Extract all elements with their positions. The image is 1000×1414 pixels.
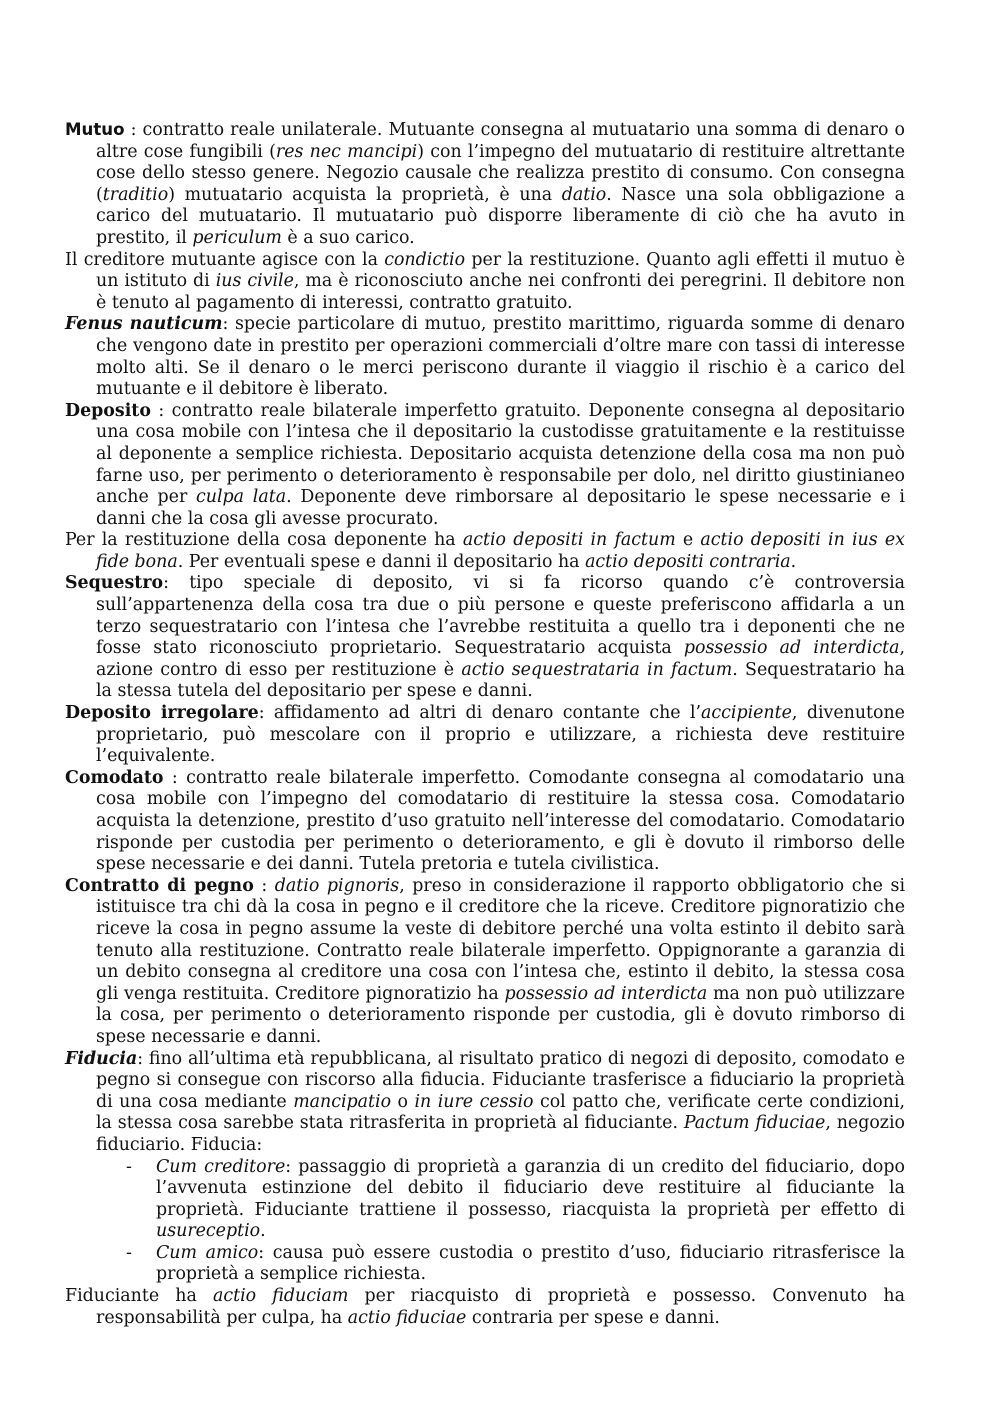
text-run: ma non può utilizzare la cosa, per perimento o deterioramento risponde per custodia, gli è dovuto rimborso di spese necessarie e danni. [96, 983, 905, 1047]
text-run: , preso in considerazione il rapporto obbligatorio che si istituisce tra chi dà la cosa in pegno e il creditore che la riceve. Creditore pignoratizio che riceve la cosa in pegno assume la veste di debitore perché una volta estinto il debito sarà tenuto alla restituzione. Contratto reale bilaterale imperfetto. Oppignorante a garanzia di un debito consegna al creditore una cosa con l’intesa che, estinto il debito, la stessa cosa gli venga restituita. Creditore pignoratizio ha [96, 875, 906, 1004]
text-run: . Per eventuali spese e danni il depositario ha [177, 551, 586, 572]
text-run: . [790, 551, 797, 572]
text-run: . Sequestratario ha la stessa tutela del depositario per spese e danni. [96, 659, 905, 702]
text-run: Fiduciante ha [65, 1286, 213, 1307]
text-run: ) mutuatario acquista la proprietà, è una [168, 184, 562, 205]
text-run: ) con l’impegno del mutuatario di restituire altrettante cose dello stesso genere. Negozio causale che realizza prestito di consumo. Con consegna ( [96, 141, 906, 205]
list-item-text [156, 1243, 905, 1285]
text-run: . [260, 1221, 266, 1242]
text-run: , negozio fiduciario. Fiducia: [96, 1113, 905, 1155]
paragraph-sequestro [65, 573, 905, 703]
text-run: : contratto reale bilaterale imperfetto. Comodante consegna al comodatario una cosa mobile con l’impegno del comodatario di restituire la stessa cosa. Comodatario acquista la detenzione, prestito d’uso gratuito nell’interesse del comodatario. Comodatario risponde per custodia per perimento o deterioramento, e gli è dovuto il rimborso delle spese necessarie e dei danni. Tutela pretoria e tutela civilistica. [96, 767, 905, 875]
text-run: col patto che, verificate certe condizioni, la stessa cosa sarebbe stata ritrasferita in proprietà al fiduciante. [96, 1091, 906, 1134]
text-run: per la restituzione. Quanto agli effetti il mutuo è un istituto di [96, 249, 905, 292]
italic-term: culpa lata [196, 487, 287, 508]
term-heading: Deposito irregolare [65, 703, 259, 724]
italic-term: actio depositi in factum [462, 530, 676, 551]
text-run: contraria per spese e danni. [466, 1307, 720, 1328]
italic-term: possessio ad interdicta [683, 638, 900, 659]
italic-term: actio sequestrataria in factum [461, 659, 733, 680]
italic-term: accipiente [701, 703, 792, 724]
italic-term: Pactum fiduciae [683, 1113, 826, 1134]
text-run: o [391, 1091, 415, 1112]
text-run: : tipo speciale di deposito, vi si fa ricorso quando c’è controversia sull’appartenenza della cosa tra due o più persone e queste preferiscono affidarla a un terzo sequestratario con l’intesa che l’avrebbe restituita a quello tra i deponenti che ne fosse stato riconosciuto proprietario. Sequestratario acquista [96, 573, 905, 659]
paragraph-deposito [65, 401, 905, 531]
document-body [65, 119, 905, 1329]
list-dash: - [126, 1156, 132, 1177]
italic-term: Cum amico [156, 1242, 259, 1263]
list-item-cum-amico [65, 1243, 905, 1286]
term-heading: Contratto di pegno [65, 875, 254, 896]
italic-term: in iure cessio [414, 1091, 534, 1112]
paragraph-contratto-di-pegno [65, 876, 905, 1049]
paragraph-creditore-mutuante [65, 250, 905, 315]
text-run: : [253, 875, 275, 896]
text-run: . Nasce una sola obbligazione a carico del mutuatario. Il mutuatario può disporre liberamente di ciò che ha avuto in prestito, il [96, 184, 906, 248]
term-heading: Fenus nauticum [65, 314, 223, 335]
paragraph-deposito-irregolare [65, 703, 905, 768]
italic-term: Cum creditore [156, 1156, 286, 1177]
fiducia-list [65, 1157, 905, 1287]
term-heading: Mutuo [65, 120, 125, 139]
italic-term: traditio [102, 184, 169, 205]
paragraph-comodato [65, 768, 905, 876]
text-run: , azione contro di esso per restituzione è [96, 638, 905, 680]
text-run: Il creditore mutuante agisce con la [65, 249, 385, 270]
term-heading: Fiducia [65, 1048, 138, 1069]
italic-term: actio fiduciae [347, 1307, 467, 1328]
italic-term: actio depositi contraria [585, 551, 791, 572]
text-run: . Deponente deve rimborsare al depositario le spese necessarie e i danni che la cosa gli avesse procurato. [96, 487, 905, 529]
italic-term: datio pignoris [274, 875, 400, 896]
paragraph-fenus-nauticum [65, 314, 905, 400]
list-item-cum-creditore [65, 1157, 905, 1243]
term-heading: Sequestro [65, 573, 164, 594]
text-run: Per la restituzione della cosa deponente ha [65, 530, 463, 551]
italic-term: possessio ad interdicta [504, 983, 708, 1004]
paragraph-fiduciante-actio [65, 1286, 905, 1329]
italic-term: periculum [192, 227, 282, 248]
italic-term: res nec mancipi [275, 141, 418, 162]
paragraph-fiducia [65, 1049, 905, 1157]
text-run: : fino all’ultima età repubblicana, al risultato pratico di negozi di deposito, comodato e pegno si consegue con riscorso alla fiducia. Fiduciante trasferisce a fiduciario la proprietà di una cosa mediante [96, 1048, 905, 1112]
list-dash: - [126, 1242, 132, 1263]
italic-term: datio [561, 184, 607, 205]
term-heading: Deposito [65, 400, 151, 421]
text-run: per riacquisto di proprietà e possesso. Convenuto ha responsabilità per culpa, ha [96, 1286, 905, 1328]
paragraph-restituzione-deposito [65, 530, 905, 573]
italic-term: actio fiduciam [213, 1286, 349, 1307]
text-run: è a suo carico. [281, 227, 415, 248]
text-run: : passaggio di proprietà a garanzia di un credito del fiduciario, dopo l’avvenuta estinzione del debito il fiduciario deve restituire al fiduciante la proprietà. Fiduciante trattiene il possesso, riacquista la proprietà per effetto di [156, 1156, 905, 1220]
text-run: e [675, 530, 701, 551]
text-run: : affidamento ad altri di denaro contante che l’ [258, 703, 702, 724]
list-item-text [156, 1157, 905, 1242]
text-run: , divenutone proprietario, può mescolare con il proprio e utilizzare, a richiesta deve restituire l’equivalente. [96, 703, 905, 767]
term-heading: Comodato [65, 767, 164, 788]
text-run: : causa può essere custodia o prestito d’uso, fiduciario ritrasferisce la proprietà a semplice richiesta. [156, 1242, 906, 1285]
italic-term: actio depositi in ius ex fide bona [96, 530, 905, 572]
text-run: : specie particolare di mutuo, prestito marittimo, riguarda somme di denaro che vengono date in prestito per operazioni commerciali d’oltre mare con tassi di interesse molto alti. Se il denaro o le merci periscono durante il viaggio il rischio è a carico del mutuante e il debitore è liberato. [96, 314, 905, 400]
paragraph-mutuo [65, 119, 905, 250]
italic-term: usureceptio [156, 1221, 261, 1242]
text-run: : contratto reale unilaterale. Mutuante consegna al mutuatario una somma di denaro o altre cose fungibili ( [96, 120, 905, 162]
text-run: , ma è riconosciuto anche nei confronti dei peregrini. Il debitore non è tenuto al pagamento di interessi, contratto gratuito. [96, 271, 905, 313]
text-run: : contratto reale bilaterale imperfetto gratuito. Deponente consegna al depositario una cosa mobile con l’intesa che il depositario la custodisse gratuitamente e la restituisse al deponente a semplice richiesta. Depositario acquista detenzione della cosa ma non può farne uso, per perimento o deterioramento è responsabile per dolo, nel diritto giustinianeo anche per [96, 400, 905, 508]
italic-term: mancipatio [293, 1091, 392, 1112]
italic-term: ius civile [215, 271, 294, 292]
italic-term: condictio [384, 249, 466, 270]
